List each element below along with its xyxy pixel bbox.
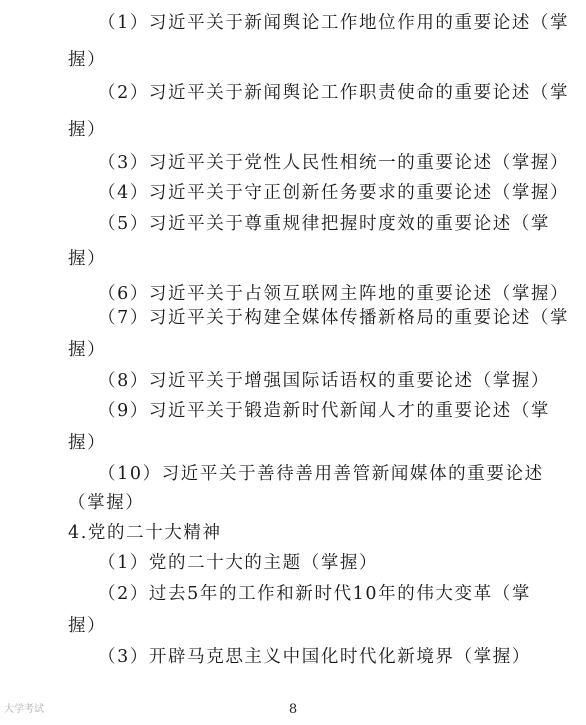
list-item-4: （4）习近平关于守正创新任务要求的重要论述（掌握） <box>98 183 570 203</box>
section-heading: 4.党的二十大精神 <box>68 523 222 543</box>
section-item-2-line-1: （2）过去5年的工作和新时代10年的伟大变革（掌 <box>98 584 531 604</box>
list-item-5-line-1: （5）习近平关于尊重规律把握时度效的重要论述（掌 <box>98 214 551 234</box>
list-item-1-line-2: 握） <box>68 50 107 70</box>
list-item-3: （3）习近平关于党性人民性相统一的重要论述（掌握） <box>98 153 570 173</box>
section-item-1: （1）党的二十大的主题（掌握） <box>98 553 379 573</box>
list-item-10-line-1: （10）习近平关于善待善用善管新闻媒体的重要论述 <box>98 464 544 484</box>
list-item-5-line-2: 握） <box>68 249 107 269</box>
list-item-6: （6）习近平关于占领互联网主阵地的重要论述（掌握） <box>98 284 570 304</box>
list-item-9-line-2: 握） <box>68 433 107 453</box>
list-item-2-line-2: 握） <box>68 120 107 140</box>
list-item-1-line-1: （1）习近平关于新闻舆论工作地位作用的重要论述（掌 <box>98 13 570 33</box>
list-item-7-line-2: 握） <box>68 340 107 360</box>
section-item-2-line-2: 握） <box>68 616 107 636</box>
list-item-7-line-1: （7）习近平关于构建全媒体传播新格局的重要论述（掌 <box>98 308 570 328</box>
list-item-9-line-1: （9）习近平关于锻造新时代新闻人才的重要论述（掌 <box>98 401 551 421</box>
list-item-2-line-1: （2）习近平关于新闻舆论工作职责使命的重要论述（掌 <box>98 83 570 103</box>
page-number: 8 <box>288 702 298 717</box>
list-item-10-line-2: （掌握） <box>68 493 145 513</box>
section-item-3: （3）开辟马克思主义中国化时代化新境界（掌握） <box>98 647 531 667</box>
watermark-text: 大学考试 <box>4 704 44 715</box>
list-item-8: （8）习近平关于增强国际话语权的重要论述（掌握） <box>98 371 551 391</box>
